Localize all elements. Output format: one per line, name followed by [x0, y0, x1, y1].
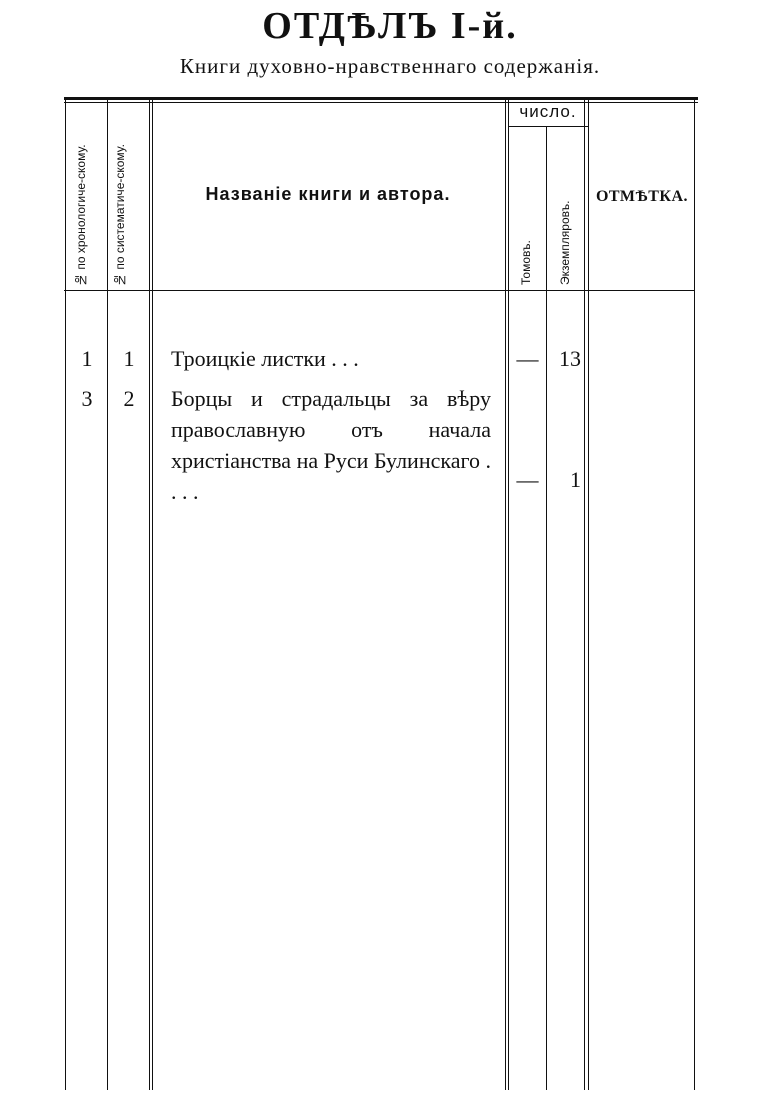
- row-book-name: Борцы и страдальцы за вѣру православную отъ начала христіанства на Руси Булинскаго . . . .: [171, 386, 491, 504]
- row-book-name: Троицкіе листки . . .: [171, 346, 359, 371]
- row-copies: 13: [559, 346, 581, 371]
- col-rule-3b: [508, 100, 509, 1090]
- header-book-name: Названіе книги и автора.: [205, 184, 451, 204]
- page-title: ОТДѢЛЪ I-й.: [262, 5, 518, 47]
- col-rule-5a: [584, 100, 585, 1090]
- row-system-no: 1: [123, 346, 135, 371]
- table-top-rule: [64, 97, 698, 100]
- col-rule-1: [107, 100, 108, 1090]
- header-mark: ОТМѢТКА.: [595, 188, 689, 205]
- col-rule-4: [546, 127, 547, 1090]
- col-rule-2a: [149, 100, 150, 1090]
- col-rule-3a: [505, 100, 506, 1090]
- page-subtitle: Книги духовно-нравственнаго содержанія.: [179, 54, 601, 78]
- row-system-no: 2: [123, 386, 135, 411]
- header-chrono-no: № по хронологиче-скому.: [74, 144, 88, 287]
- row-copies: 1: [570, 467, 581, 492]
- table-top-rule-thin: [64, 102, 698, 103]
- col-rule-5b: [588, 100, 589, 1090]
- header-system-no: № по систематиче-скому.: [113, 144, 127, 287]
- row-volumes: —: [516, 346, 539, 371]
- header-count-group: число.: [519, 102, 577, 121]
- col-rule-left: [65, 100, 66, 1090]
- header-bottom-rule: [64, 290, 694, 291]
- header-volumes: Томовъ.: [519, 240, 533, 285]
- row-volumes: —: [516, 467, 539, 492]
- col-rule-2b: [152, 100, 153, 1090]
- count-group-rule: [508, 126, 588, 127]
- col-rule-right: [694, 100, 695, 1090]
- row-chrono-no: 1: [81, 346, 93, 371]
- header-copies: Экземпляровъ.: [558, 200, 572, 285]
- row-chrono-no: 3: [81, 386, 93, 411]
